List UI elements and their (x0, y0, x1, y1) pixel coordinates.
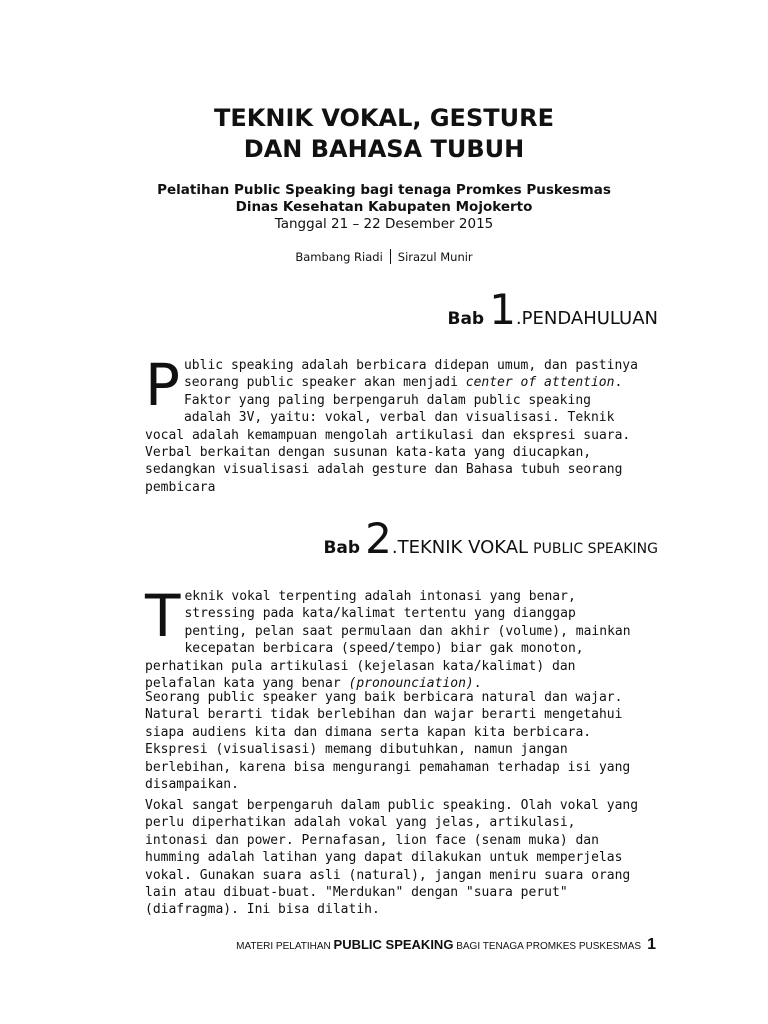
footer-emphasis: PUBLIC SPEAKING (333, 937, 454, 952)
document-title (0, 103, 768, 165)
footer-suffix: BAGI TENAGA PROMKES PUSKESMAS (453, 941, 642, 952)
chapter-2-heading (323, 514, 658, 563)
author-line (0, 249, 768, 265)
event-date: Tanggal 21 – 22 Desember 2015 (274, 216, 494, 232)
chapter-2-paragraph-1 (145, 582, 645, 692)
drop-cap-p: P (145, 351, 180, 419)
page-number: 1 (647, 936, 656, 953)
page-footer (236, 936, 656, 954)
chapter-2-title-small: PUBLIC SPEAKING (533, 541, 658, 557)
subtitle-line-1: Pelatihan Public Speaking bagi tenaga Promkes Puskesmas (157, 182, 611, 198)
chapter-2-paragraph-2: Seorang public speaker yang baik berbicara natural dan wajar. Natural berarti tidak berlebihan dan wajar berarti mengetahui siapa audiens kita dan dimana serta kapan kita berbicara. Ekspresi (visualisasi) memang dibutuhkan, namun jangan berlebihan, karena bisa mengurangi pemahaman terhadap isi yang disampaikan. (145, 690, 631, 793)
chapter-1-number: 1 (489, 285, 516, 334)
chapter-2-number: 2 (365, 514, 392, 563)
chapter-2-title: .TEKNIK VOKAL (391, 537, 529, 558)
author-separator (390, 249, 391, 264)
chapter-2-word: Bab (323, 538, 361, 558)
title-line-2: DAN BAHASA TUBUH (243, 135, 525, 163)
document-subtitle (0, 182, 768, 216)
author-2: Sirazul Munir (397, 250, 473, 264)
paragraph-2-text-a: eknik vokal terpenting adalah intonasi yang benar, stressing pada kata/kalimat tertentu yang dianggap penting, pelan saat permulaan dan akhir (volume), mainkan kecepatan berbicara (speed/tempo) biar gak monoton, perhatikan pula artikulasi (kejelasan kata/kalimat) dan pelafalan kata yang benar (145, 589, 631, 692)
author-1: Bambang Riadi (295, 250, 383, 264)
drop-cap-t: T (145, 582, 181, 650)
paragraph-2-emphasis: (pronounciation) (348, 676, 474, 692)
chapter-1-paragraph (145, 351, 645, 496)
title-line-1: TEKNIK VOKAL, GESTURE (214, 104, 554, 132)
chapter-1-heading (447, 285, 658, 334)
footer-prefix: MATERI PELATIHAN (236, 941, 334, 952)
chapter-1-title: .PENDAHULUAN (515, 308, 658, 329)
paragraph-1-emphasis: center of attention (465, 375, 615, 391)
paragraph-1-text-a: ublic speaking adalah berbicara didepan umum, dan pastinya seorang public speaker akan menjadi (183, 358, 638, 391)
chapter-2-paragraph-3: Vokal sangat berpengaruh dalam public speaking. Olah vokal yang perlu diperhatikan adalah vokal yang jelas, artikulasi, intonasi dan power. Pernafasan, lion face (senam muka) dan humming adalah latihan yang dapat dilakukan untuk memperjelas vokal. Gunakan suara asli (natural), jangan meniru suara orang lain atau dibuat-buat. "Merdukan" dengan "suara perut" (diafragma). Ini bisa dilatih. (145, 798, 639, 918)
chapter-1-word: Bab (447, 309, 485, 329)
paragraph-2-text-b: . (473, 676, 482, 692)
subtitle-line-2: Dinas Kesehatan Kabupaten Mojokerto (235, 199, 533, 215)
paragraph-1-text-b: . Faktor yang paling berpengaruh dalam public speaking adalah 3V, yaitu: vokal, verbal dan visualisasi. Teknik vocal adalah kemampuan mengolah artikulasi dan ekspresi suara. Verbal berkaitan dengan susunan kata-kata yang diucapkan, sedangkan visualisasi adalah gesture dan Bahasa tubuh seorang pembicara (145, 375, 631, 495)
